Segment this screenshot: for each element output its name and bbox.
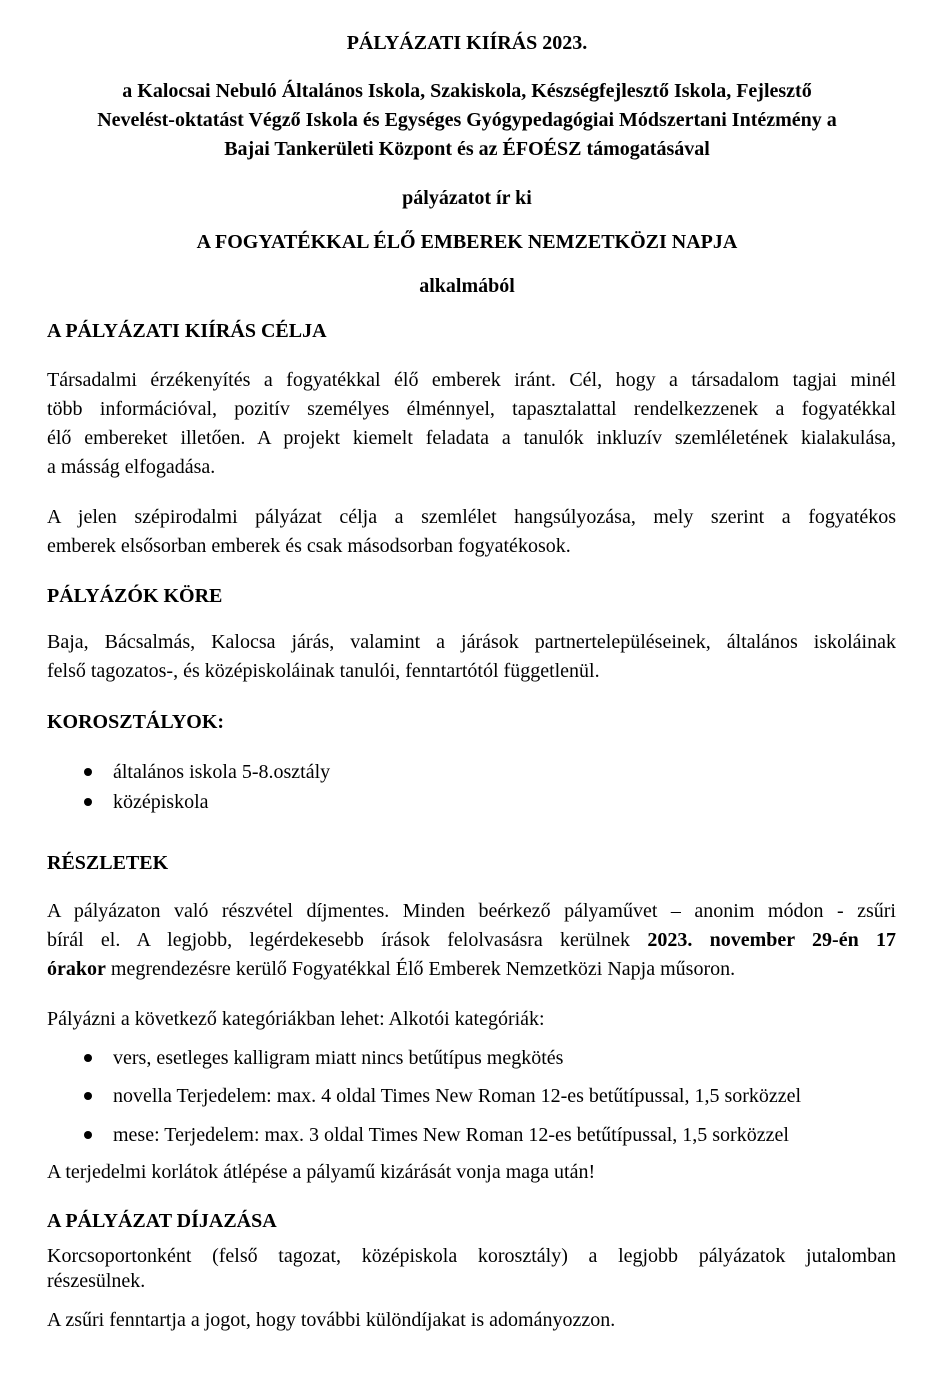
details-line-3-text: megrendezésre kerülő Fogyatékkal Élő Emberek Nemzetközi Napja műsoron.: [105, 958, 736, 980]
event-title: A FOGYATÉKKAL ÉLŐ EMBEREK NEMZETKÖZI NAPJA: [196, 231, 738, 253]
bullet-icon: [84, 1054, 92, 1062]
goal-heading: A PÁLYÁZATI KIÍRÁS CÉLJA: [47, 320, 327, 342]
category-item-3: mese: Terjedelem: max. 3 oldal Times New Roman 12-es betűtípussal, 1,5 sorközzel: [113, 1124, 789, 1146]
details-paragraph: [47, 897, 896, 984]
bullet-icon: [84, 1131, 92, 1139]
applicants-heading: PÁLYÁZÓK KÖRE: [47, 585, 223, 607]
event-date: 2023. november 29-én 17: [647, 929, 896, 951]
length-warning: A terjedelmi korlátok átlépése a pályamű kizárását vonja maga után!: [47, 1161, 596, 1183]
goal-p1-line-2: több információval, pozitív személyes élménnyel, tapasztalattal rendelkezzenek a fogyatékkal: [47, 398, 896, 420]
details-line-2: [47, 926, 896, 955]
applicants-paragraph: [47, 628, 896, 686]
applicants-line-2: felső tagozatos-, és középiskoláinak tanulói, fenntartótól függetlenül.: [47, 660, 600, 682]
announces-text: pályázatot ír ki: [402, 187, 532, 209]
bullet-icon: [84, 1092, 92, 1100]
document-title: PÁLYÁZATI KIÍRÁS 2023.: [346, 32, 588, 54]
goal-paragraph-1: [47, 366, 896, 482]
intro-line-1: a Kalocsai Nebuló Általános Iskola, Szakiskola, Készségfejlesztő Iskola, Fejlesztő: [122, 80, 812, 102]
age-groups-heading: KOROSZTÁLYOK:: [47, 711, 225, 733]
intro-line-3: Bajai Tankerületi Központ és az ÉFOÉSZ támogatásával: [224, 138, 710, 160]
category-item-2: novella Terjedelem: max. 4 oldal Times New Roman 12-es betűtípussal, 1,5 sorközzel: [113, 1085, 802, 1107]
details-line-2-text: bírál el. A legjobb, legérdekesebb írások felolvasásra kerülnek: [47, 929, 648, 951]
goal-p1-line-4: a másság elfogadása.: [47, 456, 216, 478]
awards-line-2: részesülnek.: [47, 1270, 146, 1292]
awards-line-1: Korcsoportonként (felső tagozat, középiskola korosztály) a legjobb pályázatok jutalomban: [47, 1245, 896, 1267]
details-heading: RÉSZLETEK: [47, 852, 169, 874]
jury-statement: A zsűri fenntartja a jogot, hogy további különdíjakat is adományozzon.: [47, 1309, 616, 1331]
event-time: órakor: [47, 958, 106, 980]
goal-p2-line-1: A jelen szépirodalmi pályázat célja a szemlélet hangsúlyozása, mely szerint a fogyatékos: [47, 506, 896, 528]
applicants-line-1: Baja, Bácsalmás, Kalocsa járás, valamint a járások partnertelepüléseinek, általános iskoláinak: [47, 631, 896, 653]
goal-p1-line-1: Társadalmi érzékenyítés a fogyatékkal élő emberek iránt. Cél, hogy a társadalom tagjai minél: [47, 369, 896, 391]
bullet-icon: [84, 798, 92, 806]
details-line-1: A pályázaton való részvétel díjmentes. Minden beérkező pályaművet – anonim módon - zsűri: [47, 900, 896, 922]
age-group-item-1: általános iskola 5-8.osztály: [113, 761, 331, 783]
occasion-text: alkalmából: [419, 275, 515, 297]
age-group-item-2: középiskola: [113, 791, 209, 813]
goal-p2-line-2: emberek elsősorban emberek és csak másodsorban fogyatékosok.: [47, 535, 571, 557]
goal-p1-line-3: élő embereket illetően. A projekt kiemelt feladata a tanulók inkluzív szemléletének kialakulása,: [47, 427, 896, 449]
category-item-1: vers, esetleges kalligram miatt nincs betűtípus megkötés: [113, 1047, 564, 1069]
awards-paragraph: [47, 1244, 896, 1294]
categories-intro: Pályázni a következő kategóriákban lehet: Alkotói kategóriák:: [47, 1008, 545, 1030]
details-line-3: [47, 955, 896, 984]
awards-heading: A PÁLYÁZAT DÍJAZÁSA: [47, 1210, 277, 1232]
intro-line-2: Nevelést-oktatást Végző Iskola és Egységes Gyógypedagógiai Módszertani Intézmény a: [97, 109, 837, 131]
goal-paragraph-2: [47, 503, 896, 561]
bullet-icon: [84, 768, 92, 776]
